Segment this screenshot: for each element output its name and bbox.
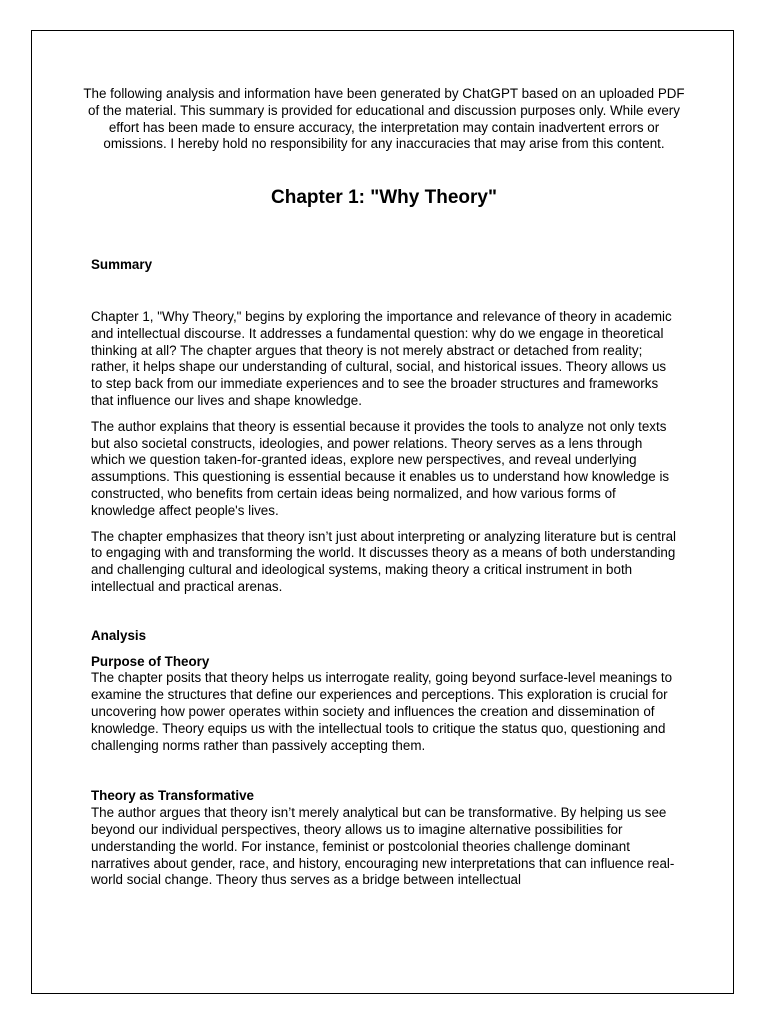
theory-as-transformative-text: The author argues that theory isn’t merely analytical but can be transformative. By helping us see beyond our individual perspectives, theory allows us to imagine alternative possibilities for understanding the world. For instance, feminist or postcolonial theories challenge dominant narratives about gender, race, and history, encouraging new interpretations that can influence real-world social change. Theory thus serves as a bridge between intellectual: [91, 805, 675, 888]
summary-paragraph-2: The author explains that theory is essential because it provides the tools to analyze not only texts but also societal constructs, ideologies, and power relations. Theory serves as a lens through which we question taken-for-granted ideas, explore new perspectives, and reveal underlying assumptions. This questioning is essential because it enables us to understand how knowledge is constructed, who benefits from certain ideas being normalized, and how various forms of knowledge affect people's lives.: [91, 418, 670, 518]
disclaimer-text: The following analysis and information have been generated by ChatGPT based on an uploaded PDF of the material. This summary is provided for educational and discussion purposes only. While every effort has been made to ensure accuracy, the interpretation may contain inadvertent errors or omissions. I hereby hold no responsibility for any inaccuracies that may arise from this content.: [83, 86, 685, 152]
summary-heading: Summary: [91, 257, 153, 273]
document-content: [83, 86, 685, 889]
theory-as-transformative-heading: Theory as Transformative: [91, 788, 254, 804]
chapter-title: Chapter 1: "Why Theory": [271, 187, 497, 209]
purpose-of-theory-heading: Purpose of Theory: [91, 653, 210, 669]
analysis-heading: Analysis: [91, 627, 147, 643]
purpose-of-theory-text: The chapter posits that theory helps us interrogate reality, going beyond surface-level meanings to examine the structures that define our experiences and perceptions. This exploration is crucial for uncovering how power operates within society and influences the creation and dissemination of knowledge. Theory equips us with the intellectual tools to critique the status quo, questioning and challenging norms rather than passively accepting them.: [91, 670, 673, 753]
summary-paragraph-3: The chapter emphasizes that theory isn’t just about interpreting or analyzing literature but is central to engaging with and transforming the world. It discusses theory as a means of both understanding and challenging cultural and ideological systems, making theory a critical instrument in both intellectual and practical arenas.: [91, 528, 677, 594]
summary-paragraph-1: Chapter 1, "Why Theory," begins by exploring the importance and relevance of theory in academic and intellectual discourse. It addresses a fundamental question: why do we engage in theoretical thinking at all? The chapter argues that theory is not merely abstract or detached from reality; rather, it helps shape our understanding of cultural, social, and historical issues. Theory allows us to step back from our immediate experiences and to see the broader structures and frameworks that influence our lives and shape knowledge.: [91, 308, 672, 408]
